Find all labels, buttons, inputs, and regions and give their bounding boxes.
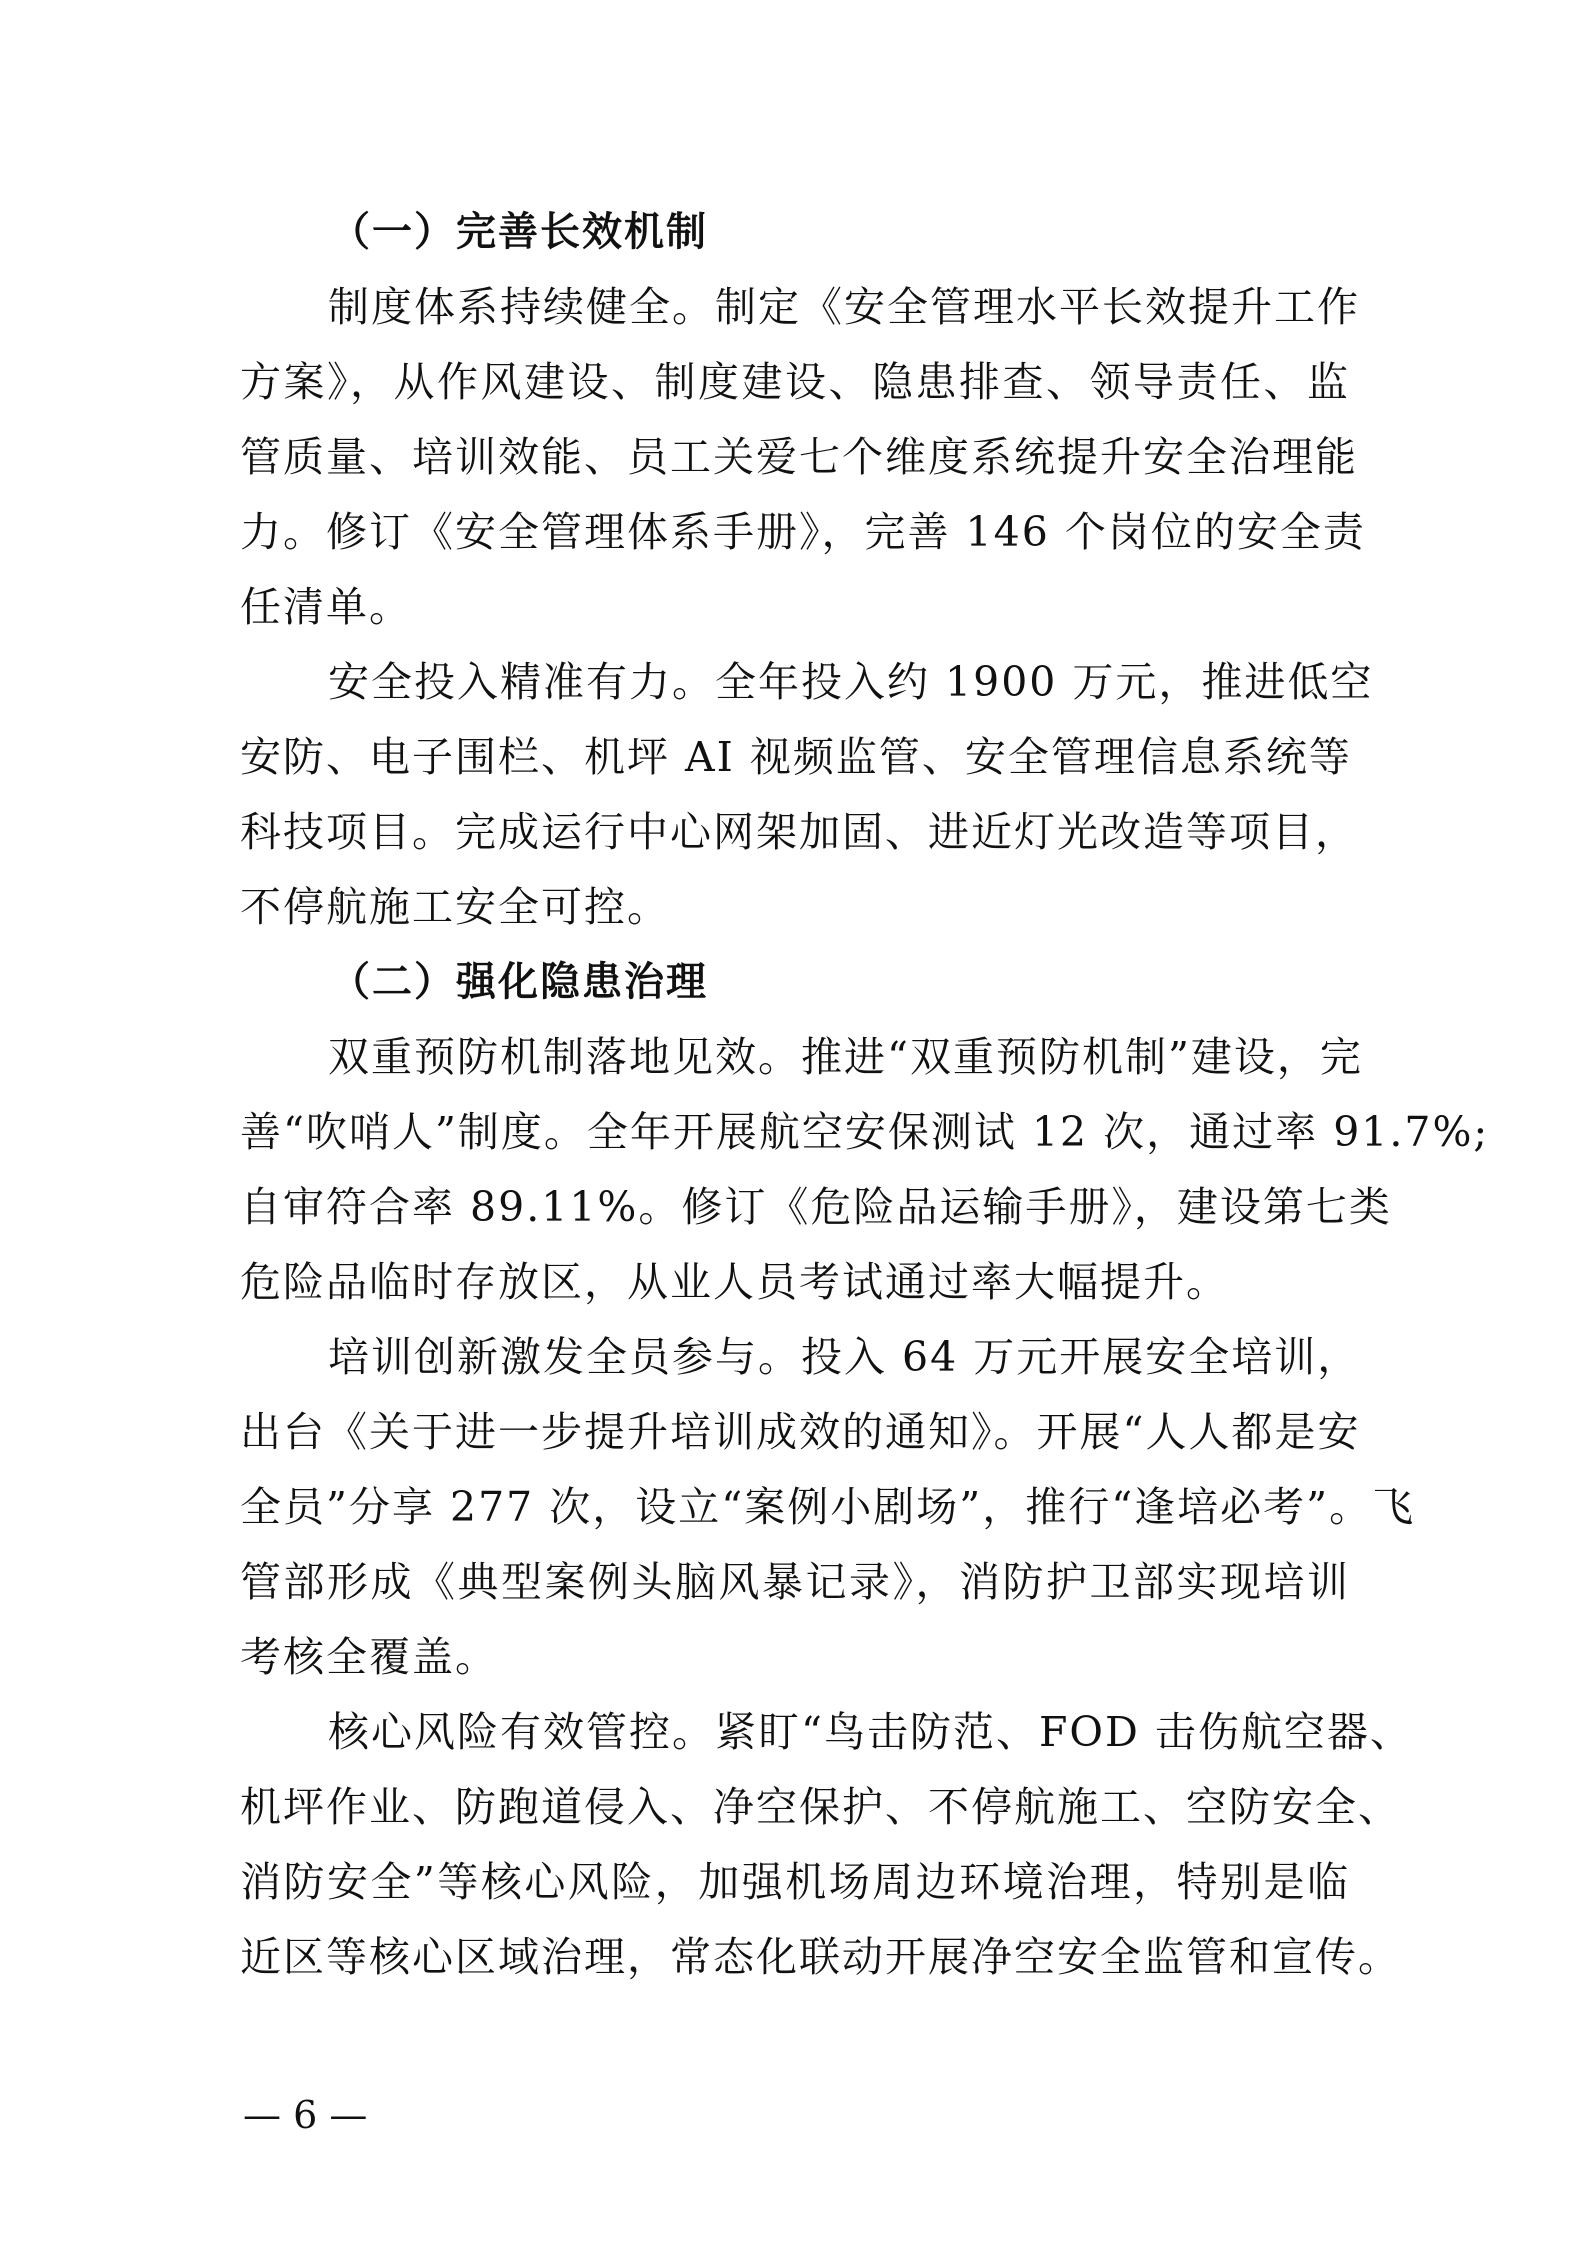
paragraph-line: 双重预防机制落地见效。推进“双重预防机制”建设，完	[328, 1033, 1363, 1081]
paragraph	[240, 1695, 1413, 1995]
paragraph-line: 机坪作业、防跑道侵入、净空保护、不停航施工、空防安全、	[240, 1783, 1401, 1831]
paragraph-line: 制度体系持续健全。制定《安全管理水平长效提升工作	[328, 283, 1360, 331]
paragraph-line: 安防、电子围栏、机坪 AI 视频监管、安全管理信息系统等	[240, 733, 1352, 781]
document-body	[240, 195, 1490, 1995]
paragraph-line: 危险品临时存放区，从业人员考试通过率大幅提升。	[240, 1258, 1229, 1306]
paragraph	[240, 645, 1374, 945]
paragraph	[240, 1020, 1490, 1320]
paragraph-line: 培训创新激发全员参与。投入 64 万元开展安全培训，	[328, 1333, 1361, 1381]
paragraph-line: 自审符合率 89.11%。修订《危险品运输手册》，建设第七类	[240, 1183, 1392, 1231]
paragraph-line: 出台《关于进一步提升培训成效的通知》。开展“人人都是安	[240, 1408, 1361, 1456]
paragraph-line: 近区等核心区域治理，常态化联动开展净空安全监管和宣传。	[240, 1933, 1401, 1981]
section-heading: （二）强化隐患治理	[330, 959, 708, 1005]
paragraph-line: 考核全覆盖。	[240, 1633, 498, 1681]
paragraph	[240, 270, 1366, 645]
paragraph-line: 安全投入精准有力。全年投入约 1900 万元，推进低空	[328, 658, 1374, 706]
paragraph-line: 善“吹哨人”制度。全年开展航空安保测试 12 次，通过率 91.7%;	[240, 1108, 1490, 1156]
page-number: — 6 —	[243, 2093, 368, 2137]
section-heading: （一）完善长效机制	[330, 209, 708, 255]
paragraph-line: 科技项目。完成运行中心网架加固、进近灯光改造等项目，	[240, 808, 1358, 856]
paragraph-line: 管质量、培训效能、员工关爱七个维度系统提升安全治理能	[240, 433, 1358, 481]
paragraph-line: 任清单。	[240, 583, 412, 631]
paragraph-line: 核心风险有效管控。紧盯“鸟击防范、FOD 击伤航空器、	[328, 1708, 1413, 1756]
paragraph-line: 不停航施工安全可控。	[240, 883, 670, 931]
paragraph-line: 管部形成《典型案例头脑风暴记录》，消防护卫部实现培训	[240, 1558, 1350, 1606]
paragraph-line: 力。修订《安全管理体系手册》，完善 146 个岗位的安全责	[240, 508, 1366, 556]
paragraph	[240, 1320, 1416, 1695]
paragraph-line: 消防安全”等核心风险，加强机场周边环境治理，特别是临	[240, 1858, 1350, 1906]
paragraph-line: 方案》，从作风建设、制度建设、隐患排查、领导责任、监	[240, 358, 1350, 406]
paragraph-line: 全员”分享 277 次，设立“案例小剧场”，推行“逢培必考”。飞	[240, 1483, 1416, 1531]
